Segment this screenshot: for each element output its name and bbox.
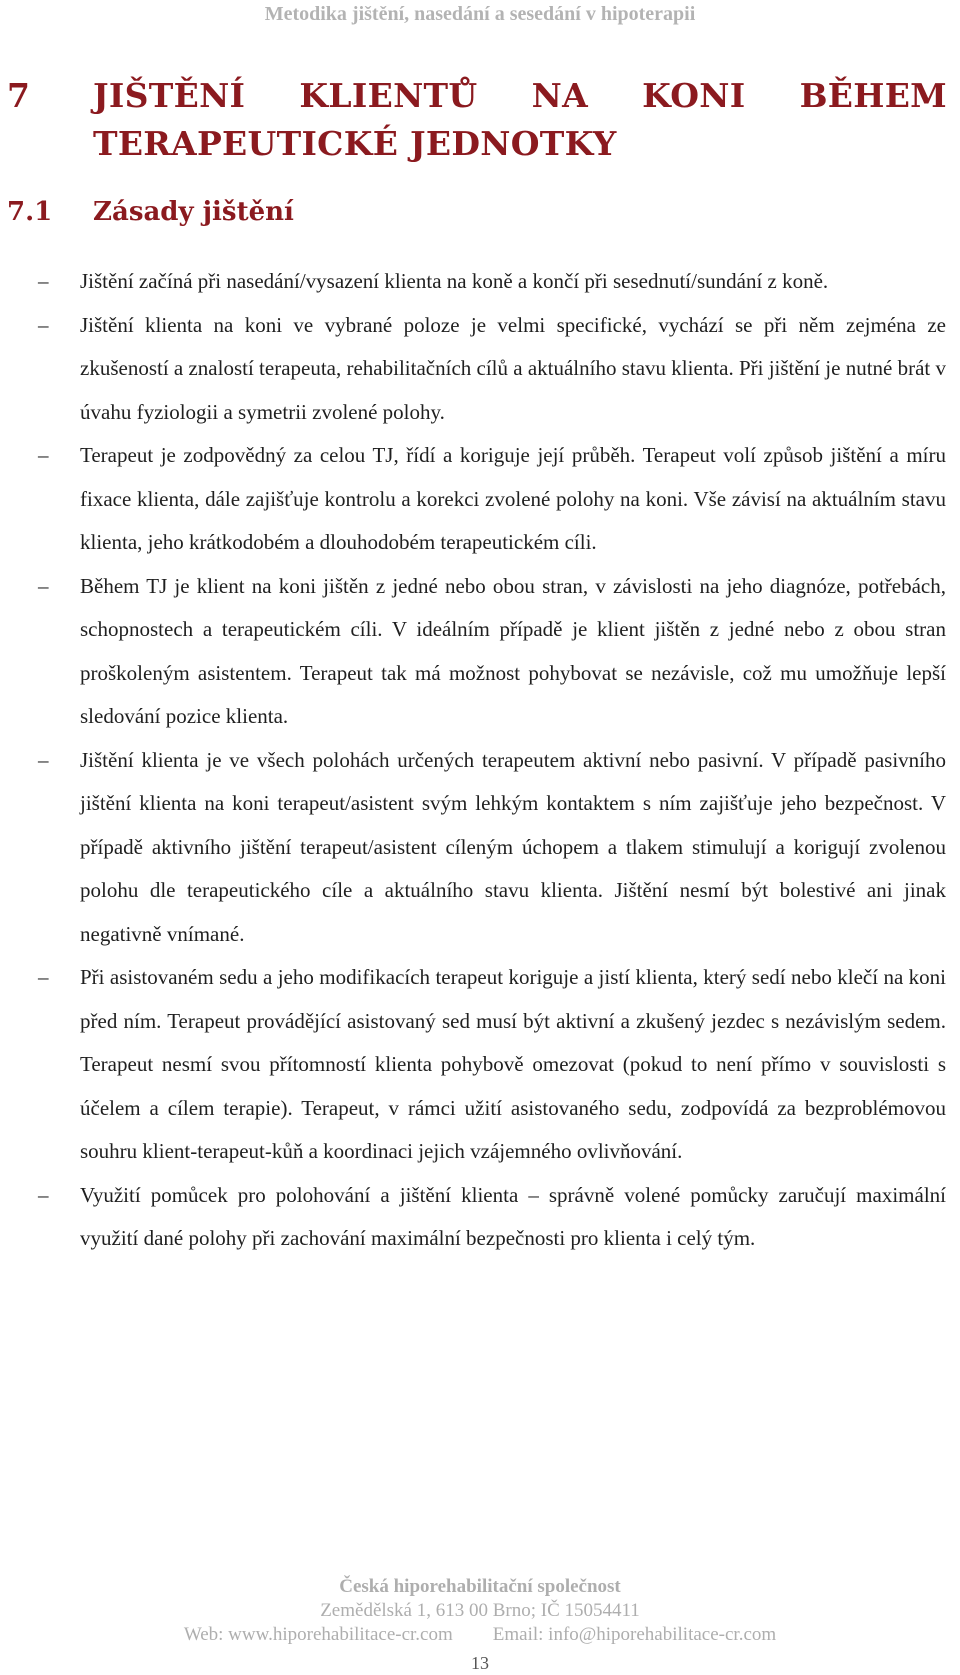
- list-item-text: Jištění klienta na koni ve vybrané poloze je velmi specifické, vychází se při něm zejména ze zkušeností a znalostí terapeuta, rehabilitačních cílů a aktuálního stavu klienta. Při jištění je nutné brát v úvahu fyziologii a symetrii zvolené polohy.: [80, 312, 946, 424]
- chapter-number: 7: [7, 76, 31, 115]
- bullet-dash: –: [38, 573, 49, 598]
- list-item-text: Využití pomůcek pro polohování a jištění klienta – správně volené pomůcky zaručují maximální využití dané polohy při zachování maximální bezpečnosti pro klienta i celý tým.: [80, 1182, 946, 1250]
- footer-web-link[interactable]: Web: www.hiporehabilitace-cr.com: [183, 1624, 453, 1645]
- section-number: 7.1: [7, 197, 53, 227]
- bullet-dash: –: [38, 312, 49, 337]
- footer-org: Česká hiporehabilitační společnost: [339, 1576, 621, 1597]
- chapter-heading: [7, 72, 947, 168]
- running-header: Metodika jištění, nasedání a sesedání v hipoterapii: [264, 3, 696, 25]
- bullet-dash: –: [38, 747, 49, 772]
- list-item: [38, 739, 946, 957]
- list-item: [38, 304, 946, 435]
- list-item-text: Při asistovaném sedu a jeho modifikacích terapeut koriguje a jistí klienta, který sedí nebo klečí na koni před ním. Terapeut provádějící asistovaný sed musí být aktivní a zkušený jezdec s nezávislým sedem. Terapeut nesmí svou přítomností klienta pohybově omezovat (pokud to není přímo v souvislosti s účelem a cílem terapie). Terapeut, v rámci užití asistovaného sedu, zodpovídá za bezproblémovou souhru klient-terapeut-kůň a koordinaci jejich vzájemného ovlivňování.: [80, 965, 946, 1163]
- list-item-text: Terapeut je zodpovědný za celou TJ, řídí a koriguje její průběh. Terapeut volí způsob jištění a míru fixace klienta, dále zajišťuje kontrolu a korekci zvolené polohy na koni. Vše závisí na aktuálním stavu klienta, jeho krátkodobém a dlouhodobém terapeutickém cíli.: [80, 443, 946, 554]
- bullet-dash: –: [38, 443, 49, 467]
- list-item: [38, 956, 946, 1174]
- footer-contacts: [0, 1623, 960, 1647]
- footer-email-link[interactable]: Email: info@hiporehabilitace-cr.com: [492, 1624, 777, 1645]
- bullet-list: [38, 260, 946, 1261]
- list-item: [38, 565, 946, 739]
- list-item-text: Jištění začíná při nasedání/vysazení klienta na koně a končí při sesednutí/sundání z koně.: [80, 269, 829, 293]
- list-item: [38, 260, 946, 304]
- list-item: [38, 434, 946, 565]
- chapter-title: JIŠTĚNÍ KLIENTŮ NA KONI BĚHEM TERAPEUTICKÉ JEDNOTKY: [93, 76, 947, 163]
- list-item-text: Během TJ je klient na koni jištěn z jedné nebo obou stran, v závislosti na jeho diagnóze, potřebách, schopnostech a terapeutickém cíli. V ideálním případě je klient jištěn z jedné nebo z obou stran proškoleným asistentem. Terapeut tak má možnost pohybovat se nezávisle, což mu umožňuje lepší sledování pozice klienta.: [80, 573, 946, 728]
- list-item: [38, 1174, 946, 1261]
- bullet-dash: –: [38, 965, 49, 989]
- section-title: Zásady jištění: [93, 197, 294, 227]
- page-number: 13: [471, 1653, 489, 1673]
- bullet-dash: –: [38, 1182, 49, 1207]
- bullet-dash: –: [38, 269, 49, 293]
- page-footer: [0, 1575, 960, 1675]
- footer-address: Zemědělská 1, 613 00 Brno; IČ 15054411: [320, 1600, 640, 1621]
- section-heading: [7, 194, 294, 230]
- list-item-text: Jištění klienta je ve všech polohách určených terapeutem aktivní nebo pasivní. V případě pasivního jištění klienta na koni terapeut/asistent svým lehkým kontaktem s ním zajišťuje jeho bezpečnost. V případě aktivního jištění terapeut/asistent cíleným úchopem a tlakem stimulují a korigují zvolenou polohu dle terapeutického cíle a aktuálního stavu klienta. Jištění nesmí být bolestivé ani jinak negativně vnímané.: [80, 747, 946, 946]
